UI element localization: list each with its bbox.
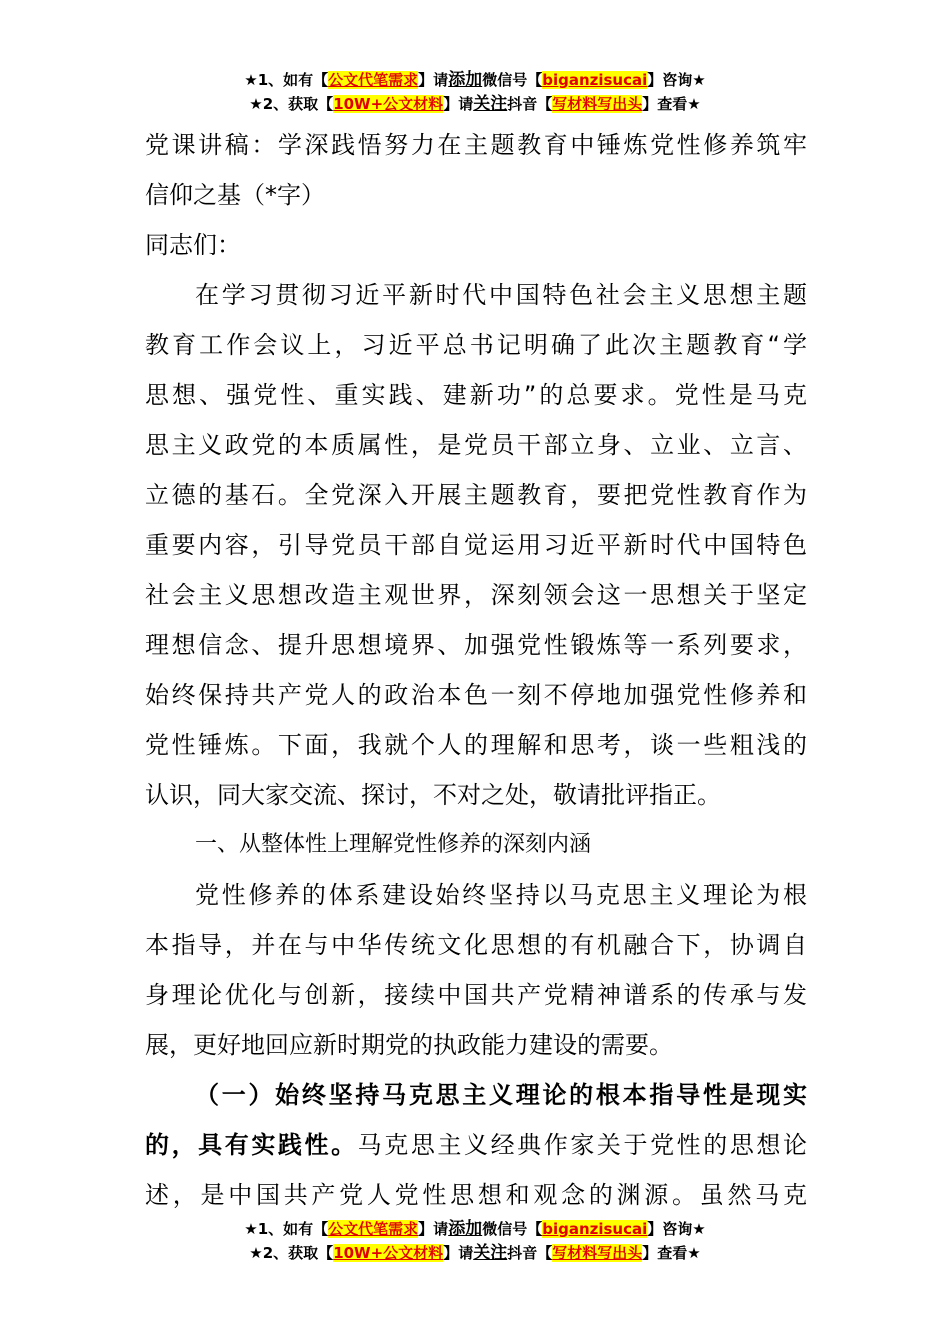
- doc-title: 信仰之基（*字）: [145, 181, 325, 209]
- banner-line-1: [0, 1217, 950, 1241]
- banner-highlight: biganzisucai: [542, 1220, 648, 1238]
- paragraph-line: 始终保持共产党人的政治本色一刻不停地加强党性修养和: [145, 681, 807, 709]
- paragraph-line: 思想、强党性、重实践、建新功”的总要求。党性是马克: [145, 381, 807, 409]
- banner-text: 】咨询★: [647, 71, 706, 89]
- banner-underline: 关注: [473, 1243, 508, 1263]
- banner-text: ★1、如有【: [244, 1220, 329, 1238]
- paragraph-line: 理想信念、提升思想境界、加强党性锻炼等一系列要求，: [145, 631, 807, 659]
- banner-line-1: [0, 68, 950, 92]
- subheading-1: [145, 1070, 807, 1120]
- banner-text: 】请: [443, 1244, 474, 1262]
- greeting: 同志们：: [145, 231, 241, 259]
- banner-highlight: 10W+公文材料: [333, 95, 444, 113]
- banner-text: ★2、获取【: [249, 95, 334, 113]
- header-banner: [0, 68, 950, 116]
- banner-line-2: [0, 92, 950, 116]
- paragraph-line: 社会主义思想改造主观世界，深刻领会这一思想关于坚定: [145, 581, 807, 609]
- banner-text: 微信号【: [482, 71, 543, 89]
- banner-text: 】请: [443, 95, 474, 113]
- subheading-text: （一）始终坚持马克思主义理论的根本指导性是现实: [195, 1081, 807, 1109]
- banner-text: 抖音【: [507, 1244, 553, 1262]
- paragraph-line: 认识，同大家交流、探讨，不对之处，敬请批评指正。: [145, 781, 721, 809]
- banner-text: 】查看★: [642, 95, 701, 113]
- banner-highlight: 公文代笔需求: [328, 71, 419, 89]
- banner-text: 】请: [418, 1220, 449, 1238]
- paragraph-2: [145, 870, 807, 1070]
- banner-underline: 关注: [473, 94, 508, 114]
- banner-highlight: 10W+公文材料: [333, 1244, 444, 1262]
- paragraph-3-line: 述，是中国共产党人党性思想和观念的渊源。虽然马克: [145, 1181, 807, 1209]
- banner-highlight: 写材料写出头: [552, 1244, 643, 1262]
- banner-underline: 添加: [448, 1219, 483, 1239]
- banner-line-2: [0, 1241, 950, 1265]
- banner-text: ★2、获取【: [249, 1244, 334, 1262]
- banner-highlight: 公文代笔需求: [328, 1220, 419, 1238]
- paragraph-line: 身理论优化与创新，接续中国共产党精神谱系的传承与发: [145, 981, 807, 1009]
- paragraph-line: 党性修养的体系建设始终坚持以马克思主义理论为根: [195, 881, 807, 909]
- body-text: 马克思主义经典作家关于党性的思想论: [357, 1131, 808, 1159]
- banner-text: 】请: [418, 71, 449, 89]
- banner-text: ★1、如有【: [244, 71, 329, 89]
- banner-text: 微信号【: [482, 1220, 543, 1238]
- document-body: [145, 120, 807, 1220]
- paragraph-line: 在学习贯彻习近平新时代中国特色社会主义思想主题: [195, 281, 807, 309]
- banner-text: 抖音【: [507, 95, 553, 113]
- paragraph-line: 本指导，并在与中华传统文化思想的有机融合下，协调自: [145, 931, 807, 959]
- footer-banner: [0, 1217, 950, 1265]
- banner-underline: 添加: [448, 70, 483, 90]
- heading-1: 一、从整体性上理解党性修养的深刻内涵: [195, 832, 592, 857]
- banner-highlight: biganzisucai: [542, 71, 648, 89]
- paragraph-line: 展，更好地回应新时期党的执政能力建设的需要。: [145, 1031, 673, 1059]
- banner-text: 】咨询★: [647, 1220, 706, 1238]
- paragraph-line: 思主义政党的本质属性，是党员干部立身、立业、立言、: [145, 431, 807, 459]
- paragraph-3-line: [145, 1120, 807, 1170]
- doc-title: 党课讲稿：学深践悟努力在主题教育中锤炼党性修养筑牢: [145, 131, 807, 159]
- banner-highlight: 写材料写出头: [552, 95, 643, 113]
- banner-text: 】查看★: [642, 1244, 701, 1262]
- paragraph-line: 教育工作会议上，习近平总书记明确了此次主题教育“学: [145, 331, 807, 359]
- subheading-text: 的，具有实践性。: [145, 1131, 358, 1159]
- paragraph-line: 党性锤炼。下面，我就个人的理解和思考，谈一些粗浅的: [145, 731, 807, 759]
- paragraph-1: [145, 270, 807, 820]
- paragraph-line: 重要内容，引导党员干部自觉运用习近平新时代中国特色: [145, 531, 807, 559]
- paragraph-line: 立德的基石。全党深入开展主题教育，要把党性教育作为: [145, 481, 807, 509]
